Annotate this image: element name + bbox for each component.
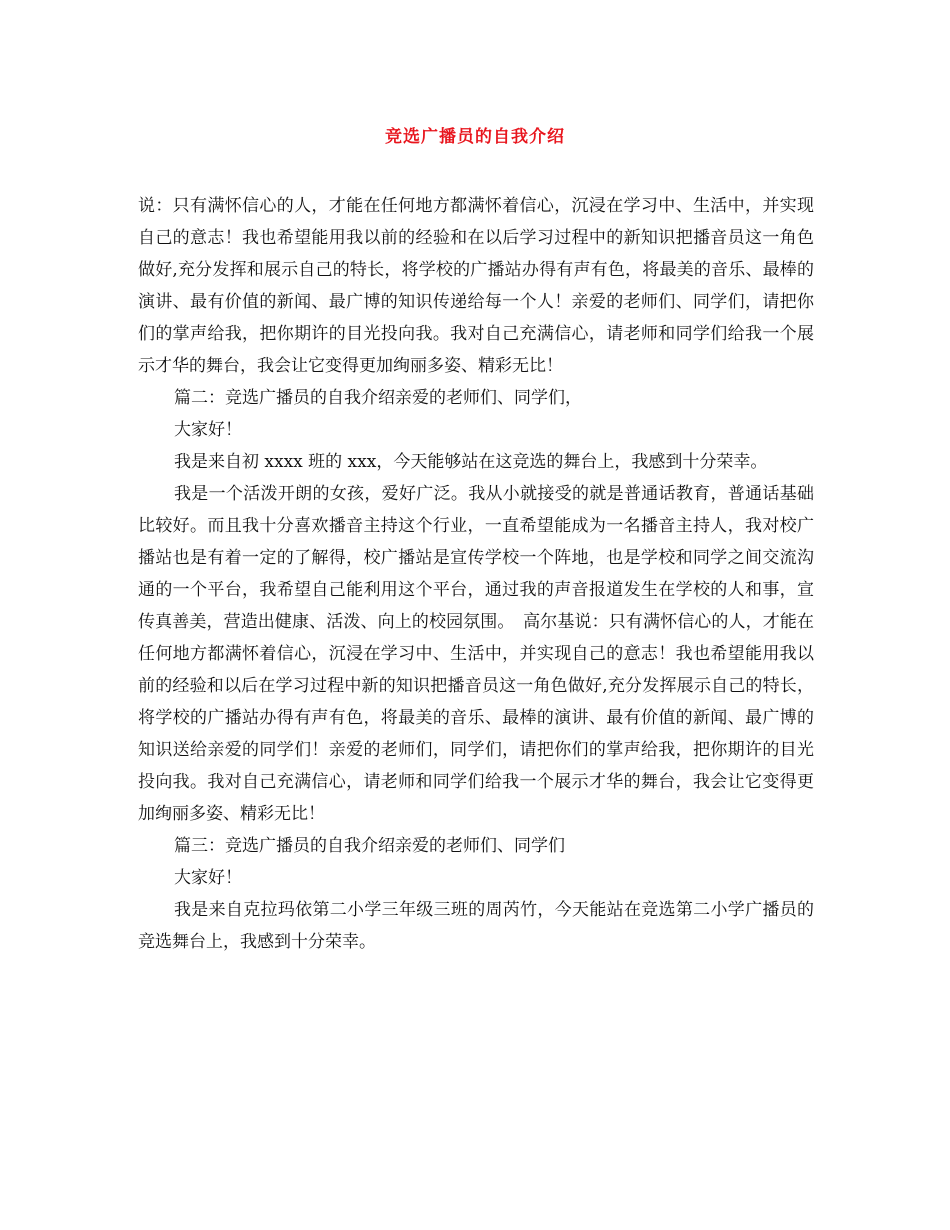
paragraph: 大家好！ bbox=[174, 868, 242, 888]
paragraph: 说：只有满怀信心的人，才能在任何地方都满怀着信心，沉浸在学习中、生活中，并实现自己的意志！我也希望能用我以前的经验和在以后学习过程中的新知识把播音员这一角色做好,充分发挥和展示自己的特长，将学校的广播站办得有声有色，将最美的音乐、最棒的演讲、最有价值的新闻、最广博的知识传递给每一个人！亲爱的老师们、同学们，请把你们的掌声给我，把你期许的目光投向我。我对自己充满信心，请老师和同学们给我一个展示才华的舞台，我会让它变得更加绚丽多姿、精彩无比！ bbox=[138, 196, 814, 376]
paragraph: 大家好！ bbox=[174, 420, 242, 440]
document-body bbox=[138, 190, 814, 958]
paragraph: 我是来自克拉玛依第二小学三年级三班的周芮竹，今天能站在竞选第二小学广播员的竞选舞台上，我感到十分荣幸。 bbox=[138, 900, 814, 952]
paragraph: 我是来自初 xxxx 班的 xxx，今天能够站在这竞选的舞台上，我感到十分荣幸。 bbox=[174, 452, 768, 472]
document-title: 竞选广播员的自我介绍 bbox=[385, 127, 565, 147]
paragraph: 篇二：竞选广播员的自我介绍亲爱的老师们、同学们， bbox=[174, 388, 582, 408]
paragraph: 篇三：竞选广播员的自我介绍亲爱的老师们、同学们 bbox=[174, 836, 565, 856]
paragraph: 我是一个活泼开朗的女孩，爱好广泛。我从小就接受的就是普通话教育，普通话基础比较好。而且我十分喜欢播音主持这个行业，一直希望能成为一名播音主持人，我对校广播站也是有着一定的了解得，校广播站是宣传学校一个阵地，也是学校和同学之间交流沟通的一个平台，我希望自己能利用这个平台，通过我的声音报道发生在学校的人和事，宣传真善美，营造出健康、活泼、向上的校园氛围。 高尔基说：只有满怀信心的人，才能在任何地方都满怀着信心，沉浸在学习中、生活中，并实现自己的意志！我也希望能用我以前的经验和以后在学习过程中新的知识把播音员这一角色做好,充分发挥展示自己的特长，将学校的广播站办得有声有色，将最美的音乐、最棒的演讲、最有价值的新闻、最广博的知识送给亲爱的同学们！亲爱的老师们，同学们，请把你们的掌声给我，把你期许的目光投向我。我对自己充满信心，请老师和同学们给我一个展示才华的舞台，我会让它变得更加绚丽多姿、精彩无比！ bbox=[138, 484, 814, 824]
